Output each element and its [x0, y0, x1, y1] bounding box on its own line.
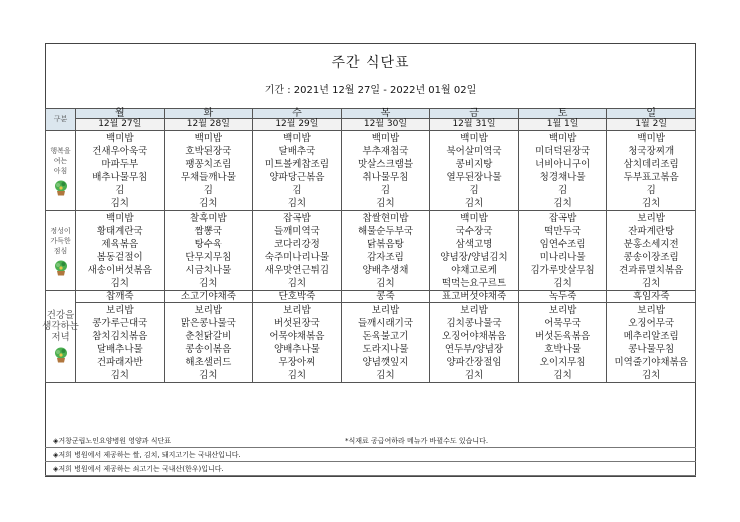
menu-item: 김치: [199, 370, 218, 381]
menu-item: 봄동겉절이: [96, 252, 143, 263]
menu-item: 김치: [553, 198, 572, 209]
menu-item: 김치: [199, 278, 218, 289]
menu-item: 맑은콩나물국: [180, 318, 236, 329]
day-name: 목: [341, 109, 430, 119]
menu-item: 김: [115, 185, 125, 196]
menu-item: 새송이버섯볶음: [87, 265, 152, 276]
meal-label-line: 아침: [53, 166, 68, 175]
menu-item: 보리밥: [460, 305, 488, 316]
menu-item: 너비아니구이: [535, 159, 591, 170]
page-title: 주간 식단표: [331, 55, 410, 71]
menu-item: 두부표고볶음: [623, 172, 679, 183]
menu-item: 보리밥: [194, 305, 223, 316]
menu-day-cell: [253, 131, 342, 211]
meal-label-line: 여는: [53, 156, 68, 165]
day-name: 수: [253, 109, 342, 119]
menu-item: 코다리강정: [273, 239, 320, 250]
menu-item: 임연수조림: [539, 239, 586, 250]
menu-item: 탕수육: [194, 239, 223, 250]
date-cell: 12월 30일: [341, 119, 430, 131]
menu-item: 보리밥: [106, 305, 134, 316]
menu-item: 오징어야채볶음: [441, 331, 507, 342]
menu-item: 들깨시래기국: [357, 318, 413, 329]
meal-row: [46, 131, 696, 211]
menu-item: 미트볼케찹조림: [264, 159, 330, 170]
menu-day-cell: [430, 303, 519, 383]
menu-item: 떡먹는요구르트: [441, 278, 507, 289]
meal-label-line: 점심: [53, 246, 68, 255]
menu-item: 참치김치볶음: [92, 331, 148, 342]
menu-item: 양배추생채: [362, 265, 409, 276]
porridge-cell: 콩죽: [341, 291, 430, 303]
menu-item: 보리밥: [637, 213, 665, 224]
menu-item: 버섯된장국: [273, 318, 320, 329]
menu-item: 잡곡밥: [548, 213, 577, 224]
menu-item: 숙주미나리나물: [264, 252, 330, 263]
menu-item: 잔파계란탕: [628, 226, 675, 237]
menu-day-cell: [164, 131, 253, 211]
menu-item: 버섯돈육볶음: [535, 331, 591, 342]
menu-day-cell: [164, 303, 253, 383]
menu-item: 김치: [553, 278, 572, 289]
porridge-cell: 녹두죽: [518, 291, 607, 303]
menu-item: 김치: [287, 278, 307, 289]
menu-day-cell: [430, 211, 519, 291]
menu-item: 양념장/양념김치: [440, 252, 508, 263]
menu-item: 김치: [110, 198, 129, 209]
menu-item: 김치: [376, 198, 395, 209]
meal-label: [46, 211, 76, 291]
menu-item: 양파간장절임: [446, 357, 502, 368]
menu-item: 도라지나물: [362, 344, 409, 355]
menu-day-cell: [341, 211, 430, 291]
menu-day-cell: [607, 131, 696, 211]
menu-day-cell: [253, 303, 342, 383]
meal-label: [42, 291, 79, 383]
menu-item: 제육볶음: [101, 239, 139, 250]
potted-plant-icon: [54, 260, 68, 276]
menu-item: 들깨미역국: [273, 226, 320, 237]
menu-item: 맛살스크램블: [357, 159, 413, 170]
menu-item: 김치: [287, 198, 307, 209]
porridge-cell: 흑임자죽: [607, 291, 696, 303]
meal-label-line: 건강을: [46, 310, 75, 321]
menu-day-cell: [518, 211, 607, 291]
menu-item: 오징어무국: [628, 318, 675, 329]
menu-item: 김치: [376, 370, 395, 381]
porridge-cell: 찹깨죽: [76, 291, 165, 303]
menu-item: 김: [469, 185, 479, 196]
menu-item: 열무된장나물: [446, 172, 502, 183]
menu-item: 연두부/양념장: [444, 344, 504, 355]
menu-day-cell: [253, 211, 342, 291]
menu-item: 메추리알조림: [623, 331, 679, 342]
date-row: [46, 119, 696, 131]
menu-item: 야채고로케: [451, 265, 497, 276]
menu-item: 취나물무침: [362, 172, 409, 183]
menu-item: 청국장찌개: [628, 146, 675, 157]
menu-item: 해초샐러드: [185, 357, 232, 368]
menu-item: 잡곡밥: [283, 213, 311, 224]
menu-item: 떡만두국: [544, 226, 581, 237]
menu-item: 해물순두부국: [357, 226, 413, 237]
menu-item: 김치: [642, 278, 661, 289]
footer-notes: [45, 434, 696, 476]
menu-item: 김: [203, 185, 213, 196]
meal-row: [46, 211, 696, 291]
menu-item: 김치: [642, 198, 661, 209]
date-cell: 1월 1일: [518, 119, 607, 131]
menu-item: 춘천닭갈비: [185, 331, 232, 342]
menu-item: 무장아찌: [278, 357, 316, 368]
meal-label-line: 저녁: [51, 332, 70, 343]
header-label: 구분: [46, 109, 76, 131]
menu-item: 김치: [642, 370, 661, 381]
dinner-row: [46, 303, 696, 383]
menu-item: 마파두부: [101, 159, 139, 170]
menu-item: 백미밥: [106, 133, 134, 144]
menu-item: 오이지무침: [539, 357, 586, 368]
menu-item: 콩송이볶음: [185, 344, 232, 355]
menu-item: 양파당근볶음: [269, 172, 325, 183]
porridge-row: [46, 291, 696, 303]
menu-item: 백미밥: [106, 213, 134, 224]
menu-item: 미더덕된장국: [535, 146, 591, 157]
menu-item: 달배추국: [278, 146, 316, 157]
menu-item: 백미밥: [460, 133, 488, 144]
menu-day-cell: [341, 303, 430, 383]
menu-item: 미나리나물: [539, 252, 586, 263]
menu-item: 건파래자반: [96, 357, 143, 368]
menu-item: 돈육불고기: [362, 331, 409, 342]
meal-label-line: 행복을: [50, 146, 71, 155]
menu-item: 북어살미역국: [446, 146, 502, 157]
day-name: 월: [76, 109, 165, 119]
menu-item: 호박된장국: [185, 146, 232, 157]
menu-item: 백미밥: [371, 133, 400, 144]
menu-item: 찰흑미밥: [189, 213, 227, 224]
menu-item: 백미밥: [283, 133, 311, 144]
menu-item: 미역줄기야채볶음: [614, 357, 688, 368]
date-cell: 12월 31일: [430, 119, 519, 131]
day-name: 화: [164, 109, 253, 119]
menu-item: 분홍소세지전: [623, 239, 679, 250]
menu-day-cell: [76, 211, 165, 291]
date-cell: 12월 29일: [253, 119, 342, 131]
menu-item: 달배추나물: [96, 344, 143, 355]
menu-item: 배추나물무침: [92, 172, 148, 183]
meal-label-line: 생각하는: [42, 321, 79, 332]
menu-item: 보리밥: [548, 305, 577, 316]
menu-item: 콩송이장조림: [623, 252, 679, 263]
menu-item: 단무지무침: [185, 252, 232, 263]
menu-item: 어묵무국: [544, 318, 581, 329]
menu-day-cell: [518, 131, 607, 211]
date-cell: 12월 27일: [76, 119, 165, 131]
menu-item: 어묵야채볶음: [269, 331, 325, 342]
menu-item: 보리밥: [371, 305, 400, 316]
menu-item: 백미밥: [637, 133, 665, 144]
menu-item: 김치콩나물국: [446, 318, 502, 329]
menu-item: 콩비지탕: [455, 159, 493, 170]
menu-day-cell: [518, 303, 607, 383]
menu-item: 국수장국: [455, 226, 493, 237]
menu-item: 김치: [553, 370, 572, 381]
menu-item: 양배추나물: [273, 344, 320, 355]
meal-label-line: 정성이: [50, 226, 71, 235]
menu-item: 삼치데리조림: [623, 159, 679, 170]
menu-item: 김치: [464, 370, 484, 381]
menu-item: 시금치나물: [185, 265, 232, 276]
note-hospital: [45, 434, 696, 448]
note-origin-beef: ◈저희 병원에서 제공하는 쇠고기는 국내산(한우)입니다.: [45, 462, 696, 476]
menu-period: 기간 : 2021년 12월 27일 - 2022년 01월 02일: [264, 85, 477, 96]
weekly-menu-table: [42, 108, 696, 383]
menu-item: 보리밥: [283, 305, 311, 316]
menu-item: 삼색고명: [455, 239, 493, 250]
porridge-cell: 표고버섯야채죽: [430, 291, 519, 303]
menu-item: 콩나물무침: [628, 344, 675, 355]
menu-item: 김치: [376, 278, 395, 289]
menu-item: 견과류멸치볶음: [619, 265, 684, 276]
menu-item: 찹쌀현미밥: [362, 213, 409, 224]
note-ingredients: *식재료 공급여하라 메뉴가 바뀔수도 있습니다.: [345, 437, 489, 445]
menu-item: 김치: [199, 198, 218, 209]
menu-item: 청경채나물: [539, 172, 586, 183]
menu-item: 백미밥: [194, 133, 223, 144]
menu-item: 양념깻잎지: [362, 357, 409, 368]
menu-day-cell: [430, 131, 519, 211]
menu-item: 백미밥: [460, 213, 488, 224]
day-name: 토: [518, 109, 607, 119]
menu-day-cell: [607, 211, 696, 291]
porridge-cell: 단호박죽: [253, 291, 342, 303]
menu-item: 김치: [110, 278, 129, 289]
date-cell: 12월 28일: [164, 119, 253, 131]
menu-item: 김가루맛살무침: [530, 265, 595, 276]
menu-day-cell: [607, 303, 696, 383]
note-origin-rice: ◈저희 병원에서 제공하는 쌀, 김치, 돼지고기는 국내산입니다.: [45, 448, 696, 462]
menu-item: 김: [646, 185, 656, 196]
menu-day-cell: [341, 131, 430, 211]
note-hospital-text: ◈거창군립노인요양병원 영양과 식단표: [53, 437, 172, 445]
date-cell: 1월 2일: [607, 119, 696, 131]
meal-label-line: 가득한: [50, 236, 71, 245]
menu-item: 황태계란국: [96, 226, 143, 237]
menu-item: 김치: [287, 370, 307, 381]
menu-item: 무채들깨나물: [180, 172, 236, 183]
meal-label: [46, 131, 76, 211]
menu-item: 호박나물: [544, 344, 581, 355]
menu-item: 팽꽁치조림: [185, 159, 232, 170]
day-header-row: [46, 109, 696, 119]
porridge-cell: 소고기야채죽: [164, 291, 253, 303]
potted-plant-icon: [54, 180, 68, 196]
menu-item: 김: [558, 185, 568, 196]
menu-item: 감자조림: [367, 252, 404, 263]
potted-plant-icon: [54, 347, 68, 363]
menu-item: 닭볶음탕: [367, 239, 404, 250]
menu-item: 부추재첩국: [362, 146, 409, 157]
menu-item: 김: [292, 185, 302, 196]
menu-day-cell: [76, 131, 165, 211]
menu-day-cell: [164, 211, 253, 291]
menu-item: 김: [380, 185, 391, 196]
menu-day-cell: [76, 303, 165, 383]
menu-item: 김치: [464, 198, 484, 209]
day-name: 금: [430, 109, 519, 119]
menu-item: 김치: [110, 370, 129, 381]
day-name: 일: [607, 109, 696, 119]
menu-item: 짬뽕국: [194, 226, 223, 237]
menu-item: 새우맛연근튀김: [264, 265, 330, 276]
menu-item: 콩가루근대국: [92, 318, 148, 329]
menu-item: 보리밥: [637, 305, 665, 316]
menu-item: 백미밥: [548, 133, 577, 144]
menu-item: 건새우아욱국: [92, 146, 148, 157]
